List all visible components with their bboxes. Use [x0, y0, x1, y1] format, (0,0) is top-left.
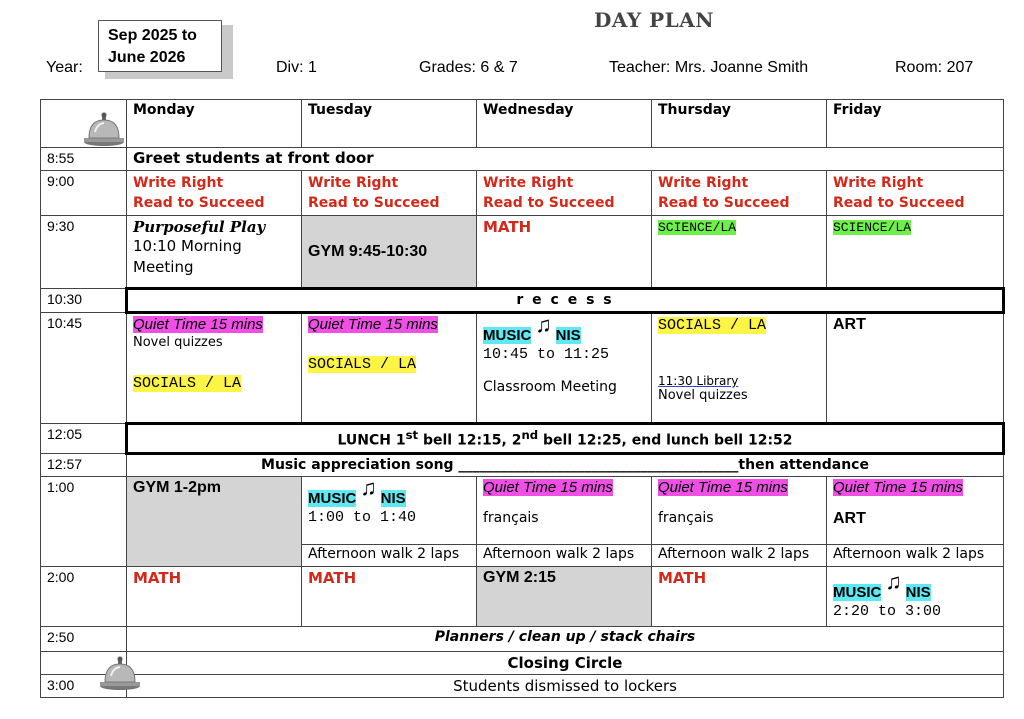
- row-1205: [41, 424, 1004, 454]
- music-time-wednesday: 10:45 to 11:25: [483, 346, 610, 363]
- monday-1045-cell: [127, 313, 302, 424]
- row-200: [41, 567, 1004, 627]
- morning-meeting: 10:10 Morning Meeting: [133, 237, 242, 276]
- walk-thursday: Afternoon walk 2 laps: [652, 545, 827, 567]
- friday-1045-cell: [827, 313, 1004, 424]
- nis-tuesday: NIS: [380, 490, 406, 507]
- quiet-time-tuesday: Quiet Time 15 mins: [308, 316, 438, 333]
- library-thursday: 11:30 Library: [658, 374, 739, 388]
- row-930: [41, 216, 1004, 289]
- tuesday-100-cell: [302, 477, 477, 545]
- gym-tuesday-cell: [302, 216, 477, 289]
- time-1045: 10:45: [41, 313, 127, 424]
- row-100: [41, 477, 1004, 545]
- nis-wednesday: NIS: [555, 327, 581, 344]
- row-250: [41, 627, 1004, 652]
- socials-monday: SOCIALS / LA: [133, 375, 242, 392]
- music-time-tuesday: 1:00 to 1:40: [308, 509, 417, 526]
- sup-st: st: [405, 428, 419, 442]
- walk-wednesday: Afternoon walk 2 laps: [477, 545, 652, 567]
- table-header-row: [41, 100, 1004, 148]
- first-bell: bell 12:15, 2: [418, 432, 522, 449]
- math-tuesday: MATH: [308, 569, 357, 587]
- closing-circle: Closing Circle: [127, 652, 1004, 675]
- gym-monday-cell: [127, 477, 302, 567]
- gym-monday: GYM 1-2pm: [133, 479, 222, 496]
- row-300: [41, 675, 1004, 698]
- science-friday: SCIENCE/LA: [833, 220, 912, 235]
- purposeful-play-cell: [127, 216, 302, 289]
- time-1257: 12:57: [41, 454, 127, 477]
- year-box: [98, 20, 222, 72]
- write-right-thursday: [652, 171, 827, 216]
- year-line-2: June 2026: [108, 49, 186, 66]
- write-right-label: Write Right: [483, 175, 574, 191]
- bell-icon: [99, 656, 141, 690]
- novel-quizzes-thursday: Novel quizzes: [658, 388, 748, 403]
- math-wednesday: MATH: [483, 218, 532, 236]
- year-label: Year:: [46, 59, 83, 76]
- write-right-label: Write Right: [133, 175, 224, 191]
- music-tuesday: MUSIC: [308, 490, 357, 507]
- math-monday-cell: [127, 567, 302, 627]
- science-friday-cell: [827, 216, 1004, 289]
- math-tuesday-cell: [302, 567, 477, 627]
- time-855: 8:55: [41, 148, 127, 171]
- time-300-label: 3:00: [47, 677, 75, 693]
- page-title: DAY PLAN: [594, 8, 715, 32]
- math-wednesday-cell: [477, 216, 652, 289]
- time-100: 1:00: [41, 477, 127, 567]
- time-1205: 12:05: [41, 424, 127, 454]
- write-right-label: Write Right: [658, 175, 749, 191]
- read-to-succeed-label: Read to Succeed: [658, 195, 790, 211]
- sup-nd: nd: [521, 428, 539, 442]
- novel-quizzes-monday: Novel quizzes: [133, 335, 223, 350]
- socials-thursday: SOCIALS / LA: [658, 317, 767, 334]
- planners-cleanup: Planners / clean up / stack chairs: [127, 627, 1004, 652]
- music-note-icon: ♫: [360, 476, 377, 500]
- row-closing: [41, 652, 1004, 675]
- row-1045: [41, 313, 1004, 424]
- gym-wednesday: GYM 2:15: [483, 569, 556, 586]
- header-bell-cell: [41, 100, 127, 148]
- grades-label: Grades: 6 & 7: [419, 59, 518, 76]
- time-200: 2:00: [41, 567, 127, 627]
- read-to-succeed-label: Read to Succeed: [308, 195, 440, 211]
- music-wednesday: MUSIC: [483, 327, 532, 344]
- classroom-meeting: Classroom Meeting: [483, 379, 617, 395]
- art-friday: ART: [833, 316, 866, 333]
- time-250: 2:50: [41, 627, 127, 652]
- gym-tuesday: GYM 9:45-10:30: [308, 242, 428, 260]
- nis-friday: NIS: [905, 584, 931, 601]
- walk-friday: Afternoon walk 2 laps: [827, 545, 1004, 567]
- thursday-1045-cell: [652, 313, 827, 424]
- time-1030: 10:30: [41, 289, 127, 313]
- bell-icon: [83, 112, 125, 146]
- second-bell: bell 12:25, end lunch bell 12:52: [538, 432, 793, 449]
- music-friday: MUSIC: [833, 584, 882, 601]
- music-time-friday: 2:20 to 3:00: [833, 603, 942, 620]
- math-thursday-cell: [652, 567, 827, 627]
- write-right-tuesday: [302, 171, 477, 216]
- thursday-100-cell: [652, 477, 827, 545]
- science-thursday: SCIENCE/LA: [658, 220, 737, 235]
- write-right-wednesday: [477, 171, 652, 216]
- day-wednesday: Wednesday: [477, 100, 652, 148]
- day-friday: Friday: [827, 100, 1004, 148]
- quiet-time-thursday: Quiet Time 15 mins: [658, 479, 788, 496]
- recess-banner: r e c e s s: [127, 289, 1004, 313]
- quiet-time-monday: Quiet Time 15 mins: [133, 316, 263, 333]
- greet-students: Greet students at front door: [127, 148, 1004, 171]
- time-930: 9:30: [41, 216, 127, 289]
- socials-tuesday: SOCIALS / LA: [308, 356, 417, 373]
- row-1030: [41, 289, 1004, 313]
- day-tuesday: Tuesday: [302, 100, 477, 148]
- tuesday-1045-cell: [302, 313, 477, 424]
- purposeful-play: Purposeful Play: [133, 218, 266, 236]
- quiet-time-friday: Quiet Time 15 mins: [833, 479, 963, 496]
- day-plan-table: [40, 99, 1005, 698]
- year-line-1: Sep 2025 to: [108, 27, 197, 44]
- row-1257: [41, 454, 1004, 477]
- gym-wednesday-cell: [477, 567, 652, 627]
- time-900: 9:00: [41, 171, 127, 216]
- write-right-monday: [127, 171, 302, 216]
- music-appreciation: Music appreciation song ________________________________________then attendance: [127, 454, 1004, 477]
- francais-thursday: français: [658, 510, 714, 526]
- math-thursday: MATH: [658, 569, 707, 587]
- room-label: Room: 207: [895, 59, 974, 76]
- math-monday: MATH: [133, 569, 182, 587]
- div-label: Div: 1: [276, 59, 317, 76]
- lunch-label: LUNCH 1: [337, 432, 406, 449]
- write-right-label: Write Right: [833, 175, 924, 191]
- quiet-time-wednesday: Quiet Time 15 mins: [483, 479, 613, 496]
- read-to-succeed-label: Read to Succeed: [833, 195, 965, 211]
- music-note-icon: ♫: [535, 312, 552, 337]
- lunch-banner: [127, 424, 1004, 454]
- friday-200-cell: [827, 567, 1004, 627]
- francais-wednesday: français: [483, 510, 539, 526]
- science-thursday-cell: [652, 216, 827, 289]
- teacher-label: Teacher: Mrs. Joanne Smith: [609, 59, 809, 76]
- art-friday-afternoon: ART: [833, 510, 866, 527]
- students-dismissed: Students dismissed to lockers: [127, 675, 1004, 698]
- write-right-label: Write Right: [308, 175, 399, 191]
- row-900: [41, 171, 1004, 216]
- row-855: [41, 148, 1004, 171]
- read-to-succeed-label: Read to Succeed: [483, 195, 615, 211]
- day-thursday: Thursday: [652, 100, 827, 148]
- day-monday: Monday: [127, 100, 302, 148]
- walk-tuesday: Afternoon walk 2 laps: [302, 545, 477, 567]
- read-to-succeed-label: Read to Succeed: [133, 195, 265, 211]
- wednesday-1045-cell: [477, 313, 652, 424]
- friday-100-cell: [827, 477, 1004, 545]
- wednesday-100-cell: [477, 477, 652, 545]
- music-note-icon: ♫: [885, 569, 902, 594]
- write-right-friday: [827, 171, 1004, 216]
